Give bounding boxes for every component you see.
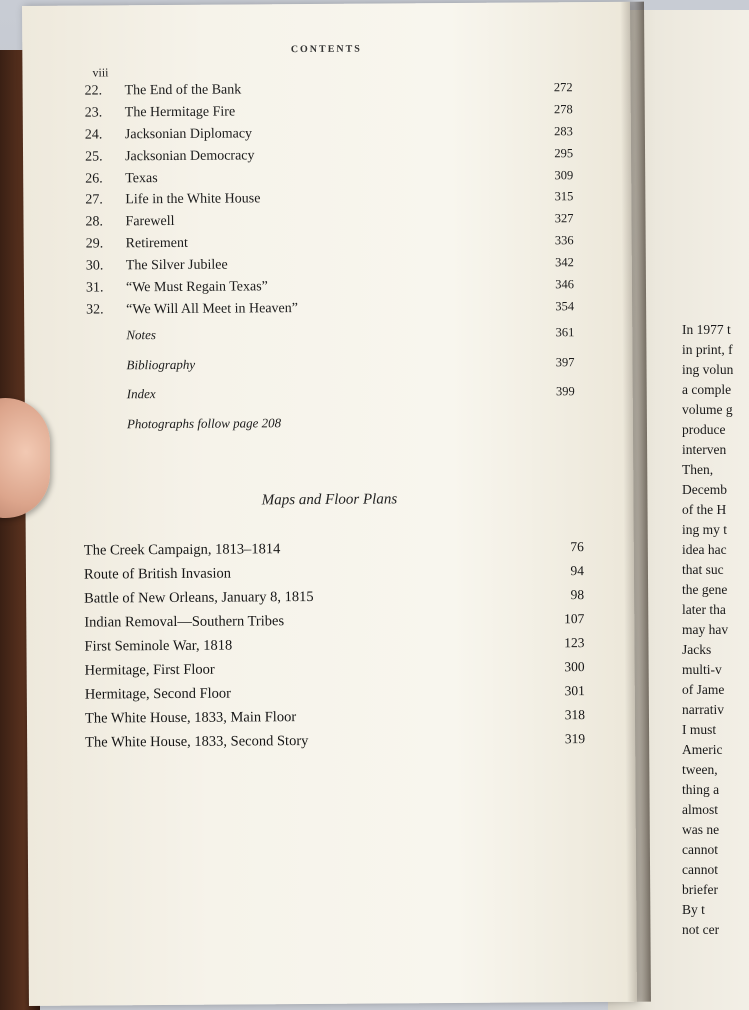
right-page-line: in print, f	[682, 340, 749, 360]
chapter-title: The Hermitage Fire	[125, 102, 533, 121]
map-page: 107	[544, 611, 584, 627]
contents-list	[85, 80, 575, 324]
map-title: The White House, 1833, Main Floor	[85, 707, 545, 727]
chapter-number: 30.	[86, 258, 126, 274]
map-page: 319	[545, 731, 585, 747]
map-title: First Seminole War, 1818	[84, 635, 544, 655]
chapter-page: 283	[533, 124, 573, 139]
chapter-title: “We Will All Meet in Heaven”	[126, 299, 534, 318]
back-matter-row	[127, 413, 575, 446]
right-page-line: Jacks	[682, 640, 749, 660]
chapter-title: Jacksonian Democracy	[125, 146, 533, 165]
chapter-number: 31.	[86, 280, 126, 296]
back-matter-title: Bibliography	[126, 354, 534, 373]
map-title: Battle of New Orleans, January 8, 1815	[84, 587, 544, 607]
map-row	[85, 683, 585, 710]
map-row	[85, 659, 585, 686]
maps-heading: Maps and Floor Plans	[25, 490, 633, 511]
right-page-line: may hav	[682, 620, 749, 640]
chapter-title: Retirement	[126, 234, 534, 253]
right-page-line: ing volun	[682, 360, 749, 380]
left-page	[22, 2, 637, 1006]
map-page: 301	[545, 683, 585, 699]
map-title: Route of British Invasion	[84, 563, 544, 583]
chapter-page: 354	[534, 299, 574, 314]
chapter-number: 24.	[85, 127, 125, 143]
map-title: Hermitage, First Floor	[85, 659, 545, 679]
chapter-number: 26.	[85, 171, 125, 187]
map-row	[85, 731, 585, 758]
right-page-line: cannot	[682, 840, 749, 860]
right-page-line: By t	[682, 900, 749, 920]
chapter-page: 327	[533, 211, 573, 226]
toc-row	[86, 299, 574, 324]
map-row	[84, 611, 584, 638]
back-matter-list	[126, 324, 575, 445]
chapter-page: 309	[533, 168, 573, 183]
map-title: Indian Removal—Southern Tribes	[84, 611, 544, 631]
right-page-line: Then,	[682, 460, 749, 480]
right-page-line: idea hac	[682, 540, 749, 560]
back-matter-title: Index	[127, 383, 535, 402]
right-page-line: tween,	[682, 760, 749, 780]
chapter-number: 32.	[86, 302, 126, 318]
page-number: viii	[92, 65, 108, 80]
right-page-line: I must	[682, 720, 749, 740]
right-page-line: cannot	[682, 860, 749, 880]
map-page: 123	[544, 635, 584, 651]
chapter-number: 29.	[86, 237, 126, 253]
map-page: 318	[545, 707, 585, 723]
chapter-number: 25.	[85, 149, 125, 165]
map-row	[84, 563, 584, 590]
right-page-line: narrativ	[682, 700, 749, 720]
back-matter-page: 361	[534, 325, 574, 340]
chapter-title: Texas	[125, 168, 533, 187]
map-page: 76	[544, 539, 584, 555]
chapter-number: 22.	[85, 83, 125, 99]
right-page-line: of the H	[682, 500, 749, 520]
right-page-line: not cer	[682, 920, 749, 940]
chapter-title: The Silver Jubilee	[126, 256, 534, 275]
right-page-line: was ne	[682, 820, 749, 840]
back-matter-row	[127, 383, 575, 416]
chapter-title: Jacksonian Diplomacy	[125, 124, 533, 143]
back-matter-page: 399	[535, 384, 575, 399]
right-page-line: of Jame	[682, 680, 749, 700]
right-page-line: produce	[682, 420, 749, 440]
chapter-page: 315	[533, 190, 573, 205]
maps-list	[84, 539, 585, 758]
map-page: 300	[545, 659, 585, 675]
map-title: The Creek Campaign, 1813–1814	[84, 539, 544, 559]
chapter-number: 23.	[85, 105, 125, 121]
right-page-line: multi-v	[682, 660, 749, 680]
back-matter-title: Photographs follow page 208	[127, 413, 535, 432]
map-row	[85, 707, 585, 734]
back-matter-title: Notes	[126, 324, 534, 343]
chapter-page: 346	[534, 277, 574, 292]
map-row	[84, 587, 584, 614]
right-page-line: Americ	[682, 740, 749, 760]
right-page-line: thing a	[682, 780, 749, 800]
running-header: CONTENTS	[22, 42, 630, 57]
back-matter-row	[126, 354, 574, 387]
right-page-line: that suc	[682, 560, 749, 580]
chapter-title: The End of the Bank	[125, 80, 533, 99]
chapter-number: 28.	[85, 215, 125, 231]
right-page-line: In 1977 t	[682, 320, 749, 340]
map-title: The White House, 1833, Second Story	[85, 731, 545, 751]
chapter-number: 27.	[85, 193, 125, 209]
chapter-title: Farewell	[125, 212, 533, 231]
right-page-line: volume g	[682, 400, 749, 420]
chapter-page: 342	[534, 255, 574, 270]
right-page-line: interven	[682, 440, 749, 460]
back-matter-page: 397	[534, 355, 574, 370]
right-page-line: later tha	[682, 600, 749, 620]
chapter-page: 278	[533, 102, 573, 117]
chapter-title: Life in the White House	[125, 190, 533, 209]
chapter-page: 336	[534, 233, 574, 248]
chapter-title: “We Must Regain Texas”	[126, 277, 534, 296]
map-row	[84, 539, 584, 566]
right-page-line: ing my t	[682, 520, 749, 540]
chapter-page: 295	[533, 146, 573, 161]
map-title: Hermitage, Second Floor	[85, 683, 545, 703]
chapter-page: 272	[533, 80, 573, 95]
right-page-line: almost	[682, 800, 749, 820]
right-page-line: Decemb	[682, 480, 749, 500]
right-page-line: briefer	[682, 880, 749, 900]
map-page: 98	[544, 587, 584, 603]
right-page-line: a comple	[682, 380, 749, 400]
map-row	[84, 635, 584, 662]
back-matter-row	[126, 324, 574, 357]
right-page-text	[682, 320, 749, 940]
map-page: 94	[544, 563, 584, 579]
right-page-line: the gene	[682, 580, 749, 600]
